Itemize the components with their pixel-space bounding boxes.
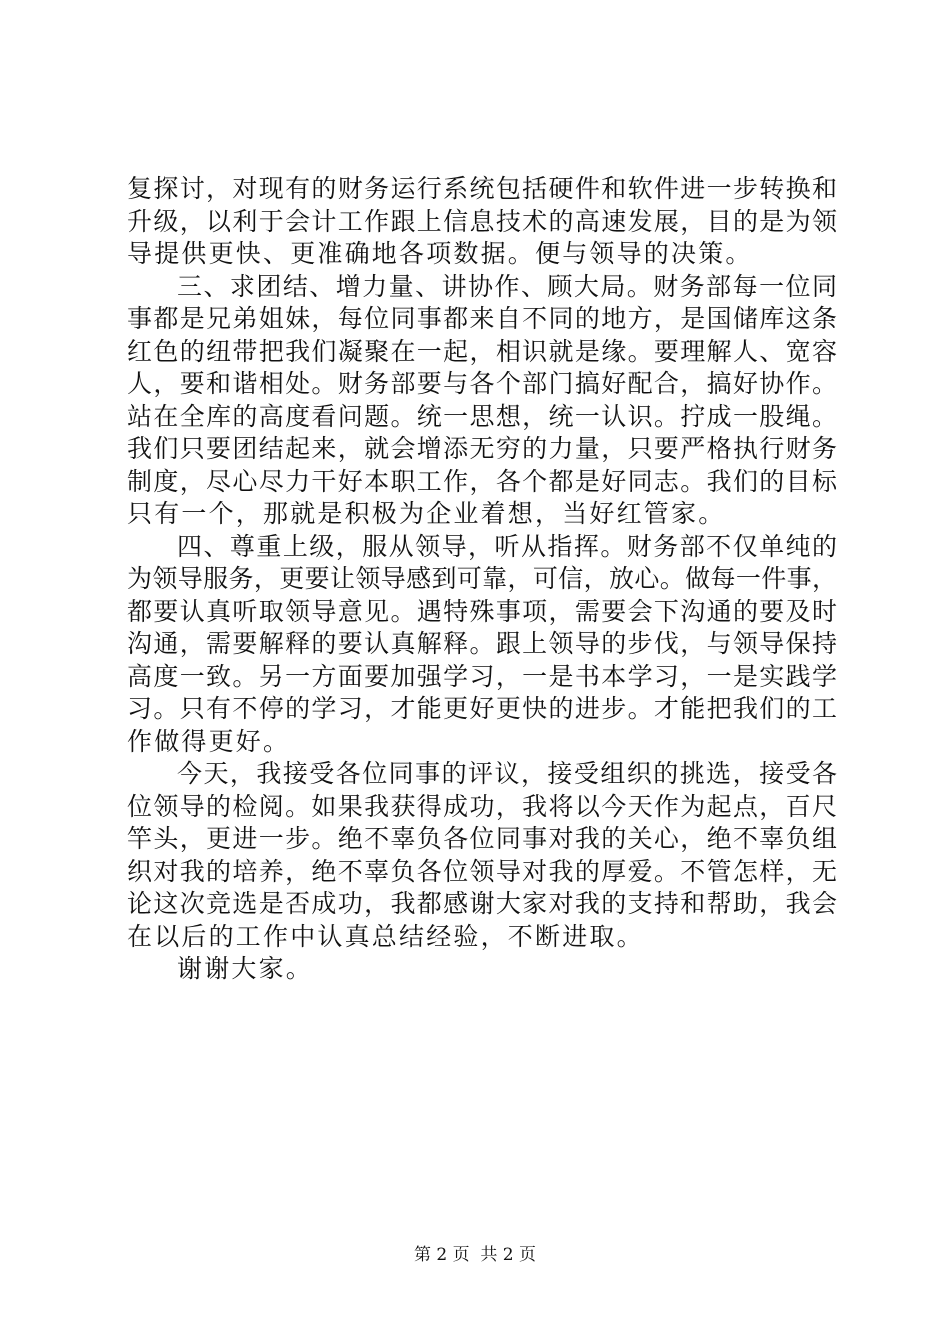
text-line: 论这次竞选是否成功，我都感谢大家对我的支持和帮助，我会 [127, 889, 837, 918]
text-line: 今天，我接受各位同事的评议，接受组织的挑选，接受各 [177, 759, 837, 788]
text-line: 人，要和谐相处。财务部要与各个部门搞好配合，搞好协作。 [127, 369, 837, 398]
text-line: 导提供更快、更准确地各项数据。便与领导的决策。 [127, 239, 753, 268]
text-line: 谢谢大家。 [177, 954, 314, 983]
text-line: 红色的纽带把我们凝聚在一起，相识就是缘。要理解人、宽容 [127, 336, 837, 366]
page-number: 第 2 页 共 2 页 [413, 1245, 537, 1265]
page-footer [0, 1245, 950, 1265]
text-line: 站在全库的高度看问题。统一思想，统一认识。拧成一股绳。 [127, 401, 837, 431]
text-line: 制度，尽心尽力干好本职工作，各个都是好同志。我们的目标 [127, 466, 837, 496]
text-line: 高度一致。另一方面要加强学习，一是书本学习，一是实践学 [127, 661, 837, 691]
text-line: 只有一个，那就是积极为企业着想，当好红管家。 [127, 499, 726, 528]
text-line: 事都是兄弟姐妹，每位同事都来自不同的地方，是国储库这条 [127, 304, 837, 333]
text-line: 在以后的工作中认真总结经验，不断进取。 [127, 921, 644, 951]
text-line: 复探讨，对现有的财务运行系统包括硬件和软件进一步转换和 [127, 174, 837, 203]
text-line: 四、尊重上级，服从领导，听从指挥。财务部不仅单纯的 [177, 531, 837, 561]
text-line: 升级，以利于会计工作跟上信息技术的高速发展，目的是为领 [127, 206, 837, 236]
text-line: 沟通，需要解释的要认真解释。跟上领导的步伐，与领导保持 [127, 629, 837, 658]
text-line: 为领导服务，更要让领导感到可靠，可信，放心。做每一件事， [127, 564, 837, 593]
text-line: 都要认真听取领导意见。遇特殊事项，需要会下沟通的要及时 [127, 596, 837, 626]
text-line: 织对我的培养，绝不辜负各位领导对我的厚爱。不管怎样，无 [127, 856, 837, 886]
text-line: 我们只要团结起来，就会增添无穷的力量，只要严格执行财务 [127, 434, 837, 463]
text-line: 习。只有不停的学习，才能更好更快的进步。才能把我们的工 [127, 694, 837, 723]
text-line: 作做得更好。 [127, 726, 291, 756]
text-line: 位领导的检阅。如果我获得成功，我将以今天作为起点，百尺 [127, 791, 837, 821]
text-line: 三、求团结、增力量、讲协作、顾大局。财务部每一位同 [177, 271, 837, 301]
document-body [127, 173, 837, 986]
text-line: 竿头，更进一步。绝不辜负各位同事对我的关心，绝不辜负组 [127, 824, 837, 853]
